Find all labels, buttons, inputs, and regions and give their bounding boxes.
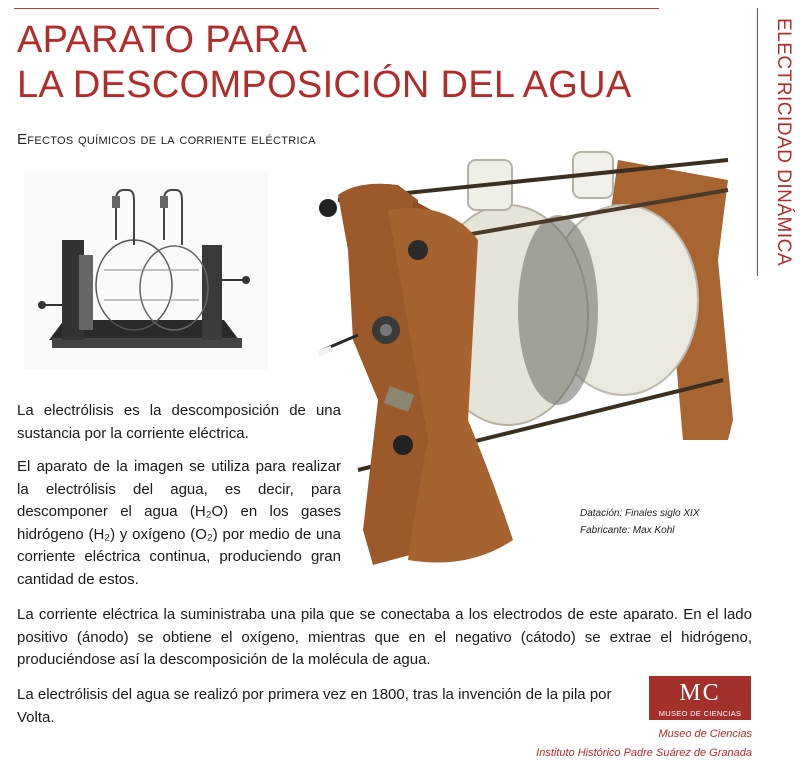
museum-name: Museo de Ciencias bbox=[658, 728, 752, 740]
museum-logo bbox=[649, 676, 751, 720]
paragraph-electrodes: La corriente eléctrica la suministraba una pila que se conectaba a los electrodos de este aparato. En el lado positivo (ánodo) se obtiene el oxígeno, mientras que en el negativo (cátodo) se extrae el hidrógeno, produciéndose así la descomposición de la molécula de agua. bbox=[17, 606, 752, 668]
museum-logo-mark: MC bbox=[679, 680, 721, 706]
paragraph-history: La electrólisis del agua se realizó por primera vez en 1800, tras la invención de la pila por Volta. bbox=[17, 686, 612, 726]
paragraph-apparatus-use: El aparato de la imagen se utiliza para realizar la electrólisis del agua, es decir, para descomponer el agua (H₂O) en los gases hidrógeno (H₂) y oxígeno (O₂) por medio de una corriente eléctrica continua, produciendo gran cantidad de estos. bbox=[17, 458, 341, 588]
engraving-illustration bbox=[24, 170, 268, 370]
subtitle: Efectos químicos de la corriente eléctrica bbox=[17, 131, 316, 148]
dating-text: Datación: Finales siglo XIX bbox=[580, 508, 700, 519]
side-rule bbox=[757, 8, 758, 276]
paragraph-electrolysis-definition: La electrólisis es la descomposición de una sustancia por la corriente eléctrica. bbox=[17, 402, 341, 442]
top-rule bbox=[14, 8, 659, 9]
museum-logo-text: MUSEO DE CIENCIAS bbox=[658, 709, 742, 718]
object-metadata bbox=[580, 505, 700, 539]
institute-name: Instituto Histórico Padre Suárez de Granada bbox=[536, 747, 752, 759]
title-line-1: APARATO PARA bbox=[17, 19, 308, 61]
maker-text: Fabricante: Max Kohl bbox=[580, 525, 675, 536]
title-line-2: LA DESCOMPOSICIÓN DEL AGUA bbox=[17, 64, 632, 106]
page-title bbox=[17, 18, 632, 108]
section-label: ELECTRICIDAD DINÁMICA bbox=[773, 17, 794, 267]
